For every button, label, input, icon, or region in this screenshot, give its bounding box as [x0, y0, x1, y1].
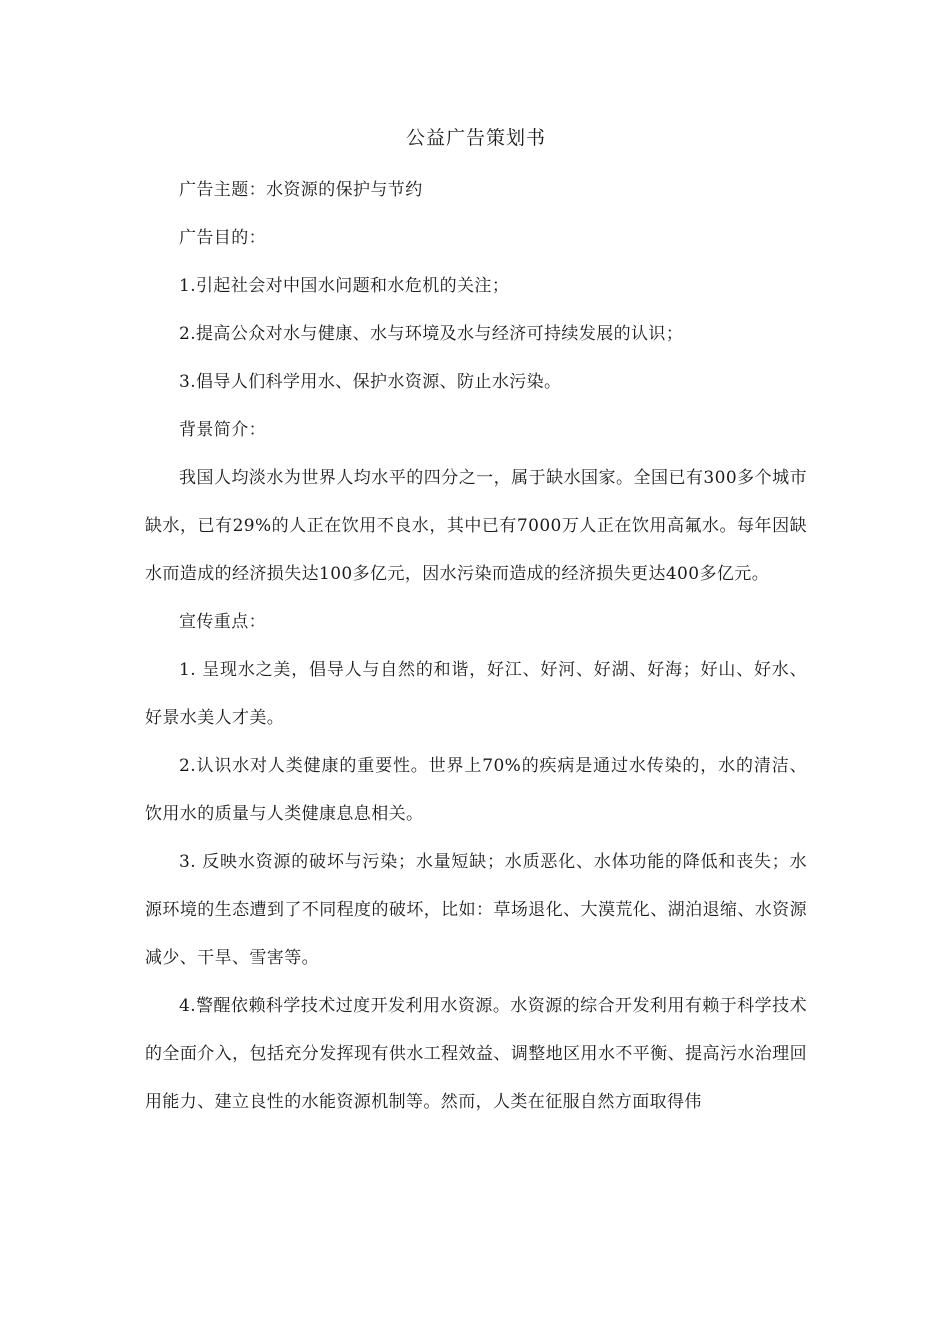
document-title: 公益广告策划书 — [405, 127, 546, 149]
purpose-item-3: 3.倡导人们科学用水、保护水资源、防止水污染。 — [179, 372, 562, 392]
background-heading: 背景简介： — [179, 420, 266, 440]
focus-item-1: 1. 呈现水之美，倡导人与自然的和谐，好江、好河、好湖、好海；好山、好水、好景水美人才美。 — [145, 660, 807, 728]
ad-purpose-heading: 广告目的： — [179, 228, 266, 248]
purpose-item-1: 1.引起社会对中国水问题和水危机的关注； — [179, 276, 510, 296]
ad-theme-paragraph: 广告主题：水资源的保护与节约 — [179, 180, 423, 200]
document-body — [145, 118, 807, 1126]
focus-item-3: 3. 反映水资源的破坏与污染；水量短缺；水质恶化、水体功能的降低和丧失；水源环境的生态遭到了不同程度的破坏，比如：草场退化、大漠荒化、湖泊退缩、水资源减少、干旱、雪害等。 — [145, 852, 807, 968]
focus-item-4: 4.警醒依赖科学技术过度开发利用水资源。水资源的综合开发利用有赖于科学技术的全面介入，包括充分发挥现有供水工程效益、调整地区用水不平衡、提高污水治理回用能力、建立良性的水能资源机制等。然而，人类在征服自然方面取得伟 — [145, 996, 807, 1112]
focus-item-2: 2.认识水对人类健康的重要性。世界上70%的疾病是通过水传染的，水的清洁、饮用水的质量与人类健康息息相关。 — [145, 756, 807, 824]
focus-heading: 宣传重点： — [179, 612, 266, 632]
background-paragraph: 我国人均淡水为世界人均水平的四分之一，属于缺水国家。全国已有300多个城市缺水，已有29%的人正在饮用不良水，其中已有7000万人正在饮用高氟水。每年因缺水而造成的经济损失达100多亿元，因水污染而造成的经济损失更达400多亿元。 — [145, 468, 807, 584]
purpose-item-2: 2.提高公众对水与健康、水与环境及水与经济可持续发展的认识； — [179, 324, 684, 344]
